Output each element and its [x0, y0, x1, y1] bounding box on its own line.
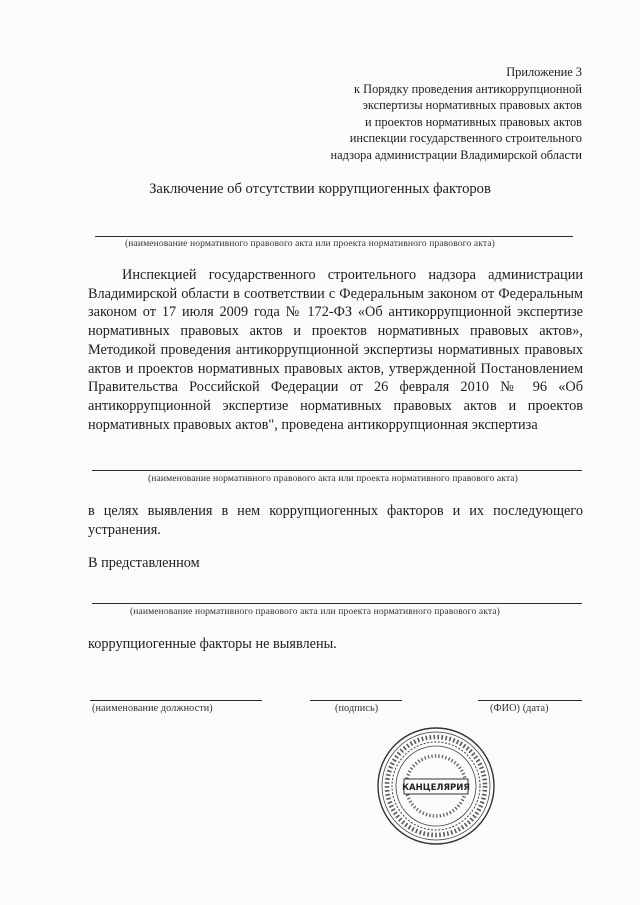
document-title: Заключение об отсутствии коррупциогенных факторов	[149, 181, 491, 197]
appendix-line: к Порядку проведения антикоррупционной	[354, 81, 582, 96]
blank-line-signature	[310, 700, 402, 701]
official-stamp-icon	[374, 724, 498, 848]
appendix-line: экспертизы нормативных правовых актов	[362, 98, 582, 113]
body-paragraph-block	[88, 266, 583, 434]
caption-act-name: (наименование нормативного правового акта или проекта нормативного правового акта)	[125, 238, 495, 249]
caption-position: (наименование должности)	[92, 703, 213, 714]
blank-line-position	[90, 700, 262, 701]
blank-line-act-name-2	[92, 470, 582, 471]
blank-line-fio-date	[478, 700, 582, 701]
purpose-text: в целях выявления в нем коррупциогенных факторов и их последующего устранения.	[88, 503, 583, 538]
appendix-line: и проектов нормативных правовых актов	[365, 114, 582, 129]
appendix-header	[331, 64, 582, 164]
blank-line-act-name	[95, 236, 573, 237]
caption-signature: (подпись)	[335, 703, 379, 714]
appendix-line: инспекции государственного строительного	[349, 131, 582, 146]
presented-text: В представленном	[88, 555, 200, 571]
seal-center-text: КАНЦЕЛЯРИЯ	[402, 783, 470, 793]
caption-fio-date: (ФИО) (дата)	[490, 703, 549, 714]
appendix-line: Приложение 3	[506, 65, 582, 79]
blank-line-act-name-3	[92, 603, 582, 604]
conclusion-text: коррупциогенные факторы не выявлены.	[88, 636, 337, 652]
body-paragraph: Инспекцией государственного строительного надзора администрации Владимирской области в соответствии с Федеральным законом от Федеральным законом от 17 июля 2009 года № 172-ФЗ «Об антикоррупционной экспертизе нормативных правовых актов и проектов нормативных правовых актов», Методикой проведения антикоррупционной экспертизы нормативных правовых актов и проектов нормативных правовых актов, утвержденной Постановлением Правительства Российской Федерации от 26 февраля 2010 № 96 «Об антикоррупционной экспертизе нормативных правовых актов и проектов нормативных правовых актов", проведена антикоррупционная экспертиза	[88, 267, 583, 433]
appendix-line: надзора администрации Владимирской области	[330, 147, 582, 162]
caption-act-name-2: (наименование нормативного правового акта или проекта нормативного правового акта)	[148, 473, 518, 484]
caption-act-name-3: (наименование нормативного правового акта или проекта нормативного правового акта)	[130, 606, 500, 617]
